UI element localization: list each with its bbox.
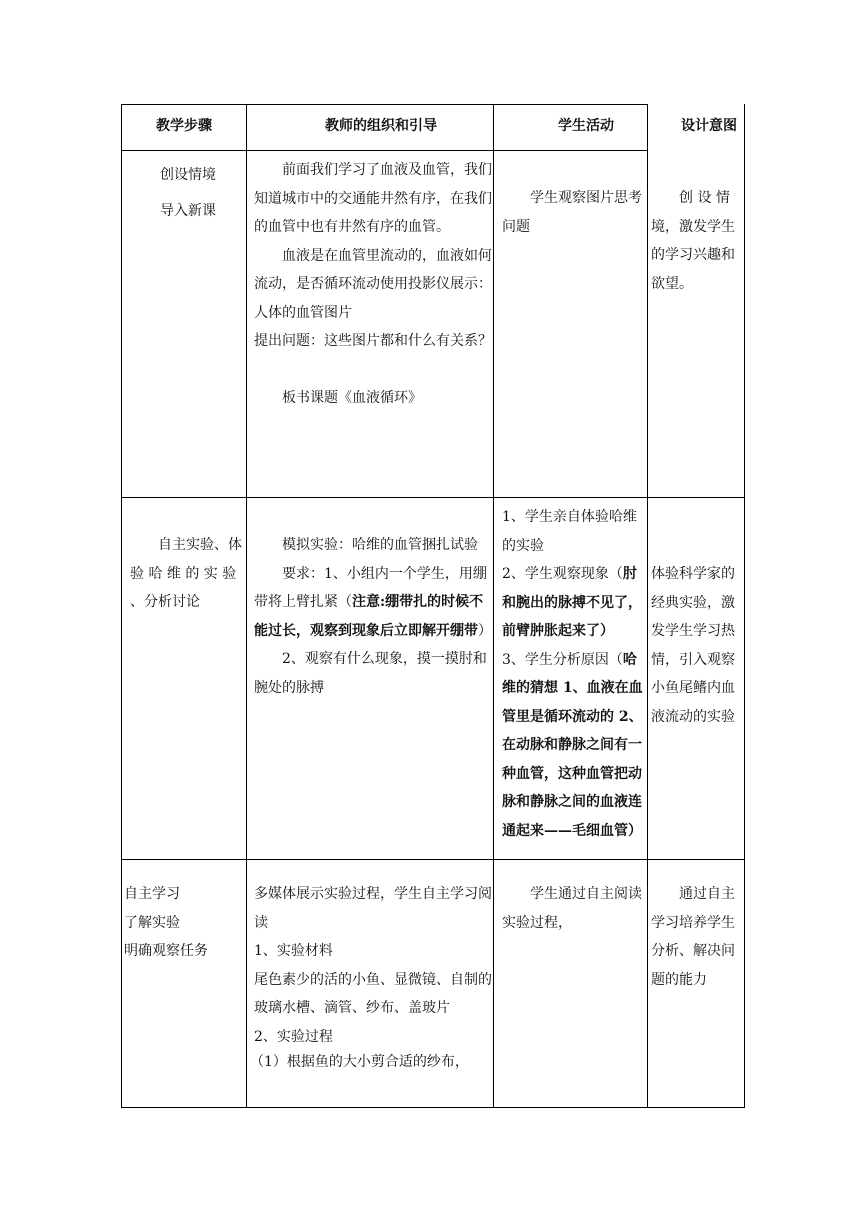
border-top — [121, 104, 647, 105]
row2-teacher-p1: 模拟实验：哈维的血管捆扎试验 — [282, 537, 478, 553]
row3-teacher-p1: 多媒体展示实验过程，学生自主学习阅读 — [254, 886, 492, 931]
col-line-2 — [493, 104, 494, 1108]
row2-student-s1: 1、学生亲自体验哈维的实验 — [502, 509, 637, 554]
row1-step-line2: 导入新课 — [160, 202, 216, 219]
row3-student — [502, 880, 644, 937]
row2-teacher-p2 — [254, 560, 492, 646]
row2-teacher-p3: 2、观察有什么现象，摸一摸肘和腕处的脉搏 — [254, 651, 487, 696]
row1-teacher-p1: 前面我们学习了血液及血管，我们知道城市中的交通能井然有序，在我们的血管中也有井然有序的血管。 — [254, 162, 492, 235]
row2-student-s3 — [502, 646, 644, 846]
row-divider-1 — [121, 497, 745, 498]
row2-student-s3-pre: 3、学生分析原因（ — [502, 651, 623, 668]
row1-step — [160, 161, 244, 225]
col-line-3 — [647, 104, 648, 1108]
row1-intent — [651, 184, 745, 298]
row3-step-line3: 明确观察任务 — [124, 943, 208, 959]
row1-student-text: 学生观察图片思考问题 — [502, 190, 642, 235]
row2-step — [130, 531, 244, 617]
row3-teacher — [250, 880, 492, 1073]
row3-step-line1: 自主学习 — [124, 886, 180, 902]
row2-teacher-p2-bold: 注意:绷带扎的时候不能过长，观察到现象后立即解开绷带 — [254, 594, 484, 639]
col-line-0 — [121, 104, 122, 1108]
row3-intent — [651, 880, 745, 994]
row2-teacher — [254, 531, 492, 702]
row2-student-s2-pre: 2、学生观察现象（ — [502, 566, 623, 582]
header-step: 教学步骤 — [156, 118, 212, 134]
row3-teacher-p2: 1、实验材料 — [254, 943, 333, 959]
row2-step-text: 自主实验、体 验 哈 维 的 实 验 、分析讨论 — [130, 537, 242, 610]
row1-intent-text: 创 设 情 境，激发学生的学习兴趣和欲望。 — [651, 190, 735, 292]
col-line-1 — [246, 104, 247, 1108]
row-divider-2 — [121, 859, 745, 860]
row2-student-s2 — [502, 560, 644, 646]
row2-teacher-p2-pre: 要求：1、小组内一个学生，用绷带将上臂扎紧（ — [254, 565, 487, 610]
row2-student-s3-bold: 哈维的猜想 1、血液在血管里是循环流动的 2、在动脉和静脉之间有一种血管，这种血管把动脉和静脉之间的血液连通起来——毛细血管） — [502, 651, 643, 839]
border-bottom — [121, 1107, 745, 1108]
row3-teacher-p3: 尾色素少的活的小鱼、显微镜、自制的玻璃水槽、滴管、纱布、盖玻片 — [254, 971, 492, 1016]
row3-step — [124, 880, 244, 966]
header-student: 学生活动 — [558, 118, 614, 134]
row2-student — [502, 503, 644, 845]
row1-step-line1: 创设情境 — [160, 167, 216, 183]
row3-teacher-p4: 2、实验过程 — [254, 1028, 333, 1045]
row1-teacher — [254, 156, 492, 412]
row1-teacher-p3: 提出问题：这些图片都和什么有关系？ — [254, 333, 492, 349]
row-divider-header — [121, 150, 647, 151]
row2-teacher-p2-post: ） — [478, 622, 492, 639]
row2-intent-text: 体验科学家的经典实验，激发学生学习热情，引入观察小鱼尾鳍内血液流动的实验 — [651, 566, 735, 725]
row1-teacher-p4: 板书课题《血液循环》 — [282, 389, 422, 406]
row1-teacher-p2: 血液是在血管里流动的，血液如何流动，是否循环流动使用投影仪展示：人体的血管图片 — [254, 247, 492, 321]
header-teacher: 教师的组织和引导 — [325, 118, 437, 134]
row1-student — [502, 184, 644, 241]
row3-student-text: 学生通过自主阅读实验过程， — [502, 886, 642, 931]
row3-step-line2: 了解实验 — [124, 914, 180, 931]
row2-student-s2-bold: 肘和腕出的脉搏不见了，前臂肿胀起来了） — [502, 566, 642, 639]
row2-intent — [651, 560, 745, 731]
header-intent: 设计意图 — [681, 118, 737, 134]
row3-intent-text: 通过自主学习培养学生分析、解决问题的能力 — [651, 886, 735, 988]
row3-teacher-p5: （1）根据鱼的大小剪合适的纱布， — [250, 1054, 469, 1070]
